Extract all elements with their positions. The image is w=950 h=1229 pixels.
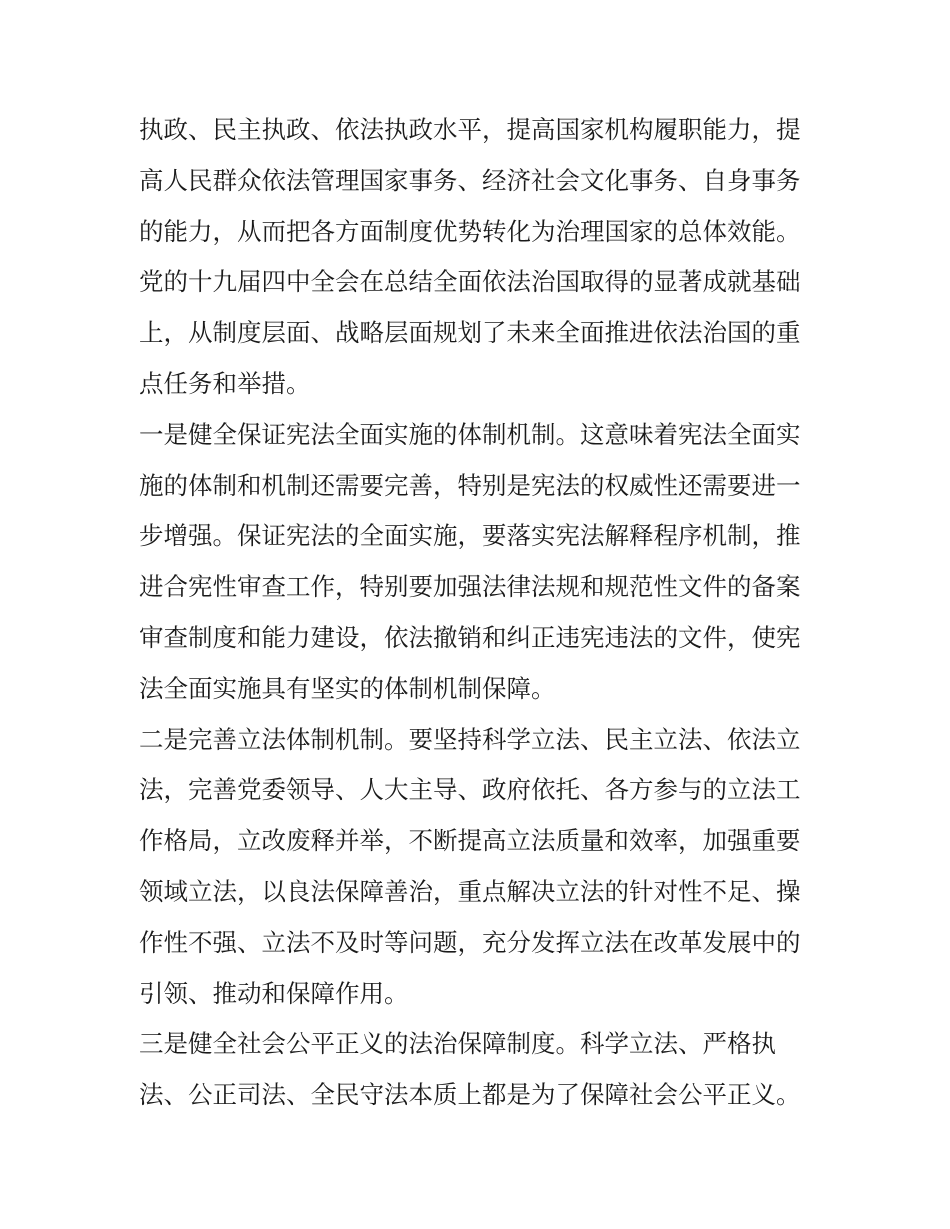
text-line: 作性不强、立法不及时等问题，充分发挥立法在改革发展中的 <box>139 927 801 957</box>
text-line: 进合宪性审查工作，特别要加强法律法规和规范性文件的备案 <box>139 572 801 602</box>
text-line: 法、公正司法、全民守法本质上都是为了保障社会公平正义。 <box>139 1080 801 1110</box>
text-line: 党的十九届四中全会在总结全面依法治国取得的显著成就基础 <box>139 267 801 297</box>
document-body <box>139 105 819 1121</box>
text-line: 法全面实施具有坚实的体制机制保障。 <box>139 673 556 703</box>
text-line: 施的体制和机制还需要完善，特别是宪法的权威性还需要进一 <box>139 470 801 500</box>
text-line: 作格局，立改废释并举，不断提高立法质量和效率，加强重要 <box>139 826 801 856</box>
text-line: 领域立法，以良法保障善治，重点解决立法的针对性不足、操 <box>139 876 801 906</box>
text-line: 三是健全社会公平正义的法治保障制度。科学立法、严格执 <box>139 1029 776 1059</box>
text-line: 上，从制度层面、战略层面规划了未来全面推进依法治国的重 <box>139 318 801 348</box>
text-line: 高人民群众依法管理国家事务、经济社会文化事务、自身事务 <box>139 165 801 195</box>
text-line: 的能力，从而把各方面制度优势转化为治理国家的总体效能。 <box>139 216 801 246</box>
text-line: 引领、推动和保障作用。 <box>139 978 409 1008</box>
text-line: 步增强。保证宪法的全面实施，要落实宪法解释程序机制，推 <box>139 521 801 551</box>
text-line: 审查制度和能力建设，依法撤销和纠正违宪违法的文件，使宪 <box>139 622 801 652</box>
text-line: 二是完善立法体制机制。要坚持科学立法、民主立法、依法立 <box>139 724 801 754</box>
text-line: 执政、民主执政、依法执政水平，提高国家机构履职能力，提 <box>139 115 801 144</box>
text-line: 一是健全保证宪法全面实施的体制机制。这意味着宪法全面实 <box>139 419 801 449</box>
text-line: 点任务和举措。 <box>139 368 311 398</box>
text-line: 法，完善党委领导、人大主导、政府依托、各方参与的立法工 <box>139 775 801 805</box>
